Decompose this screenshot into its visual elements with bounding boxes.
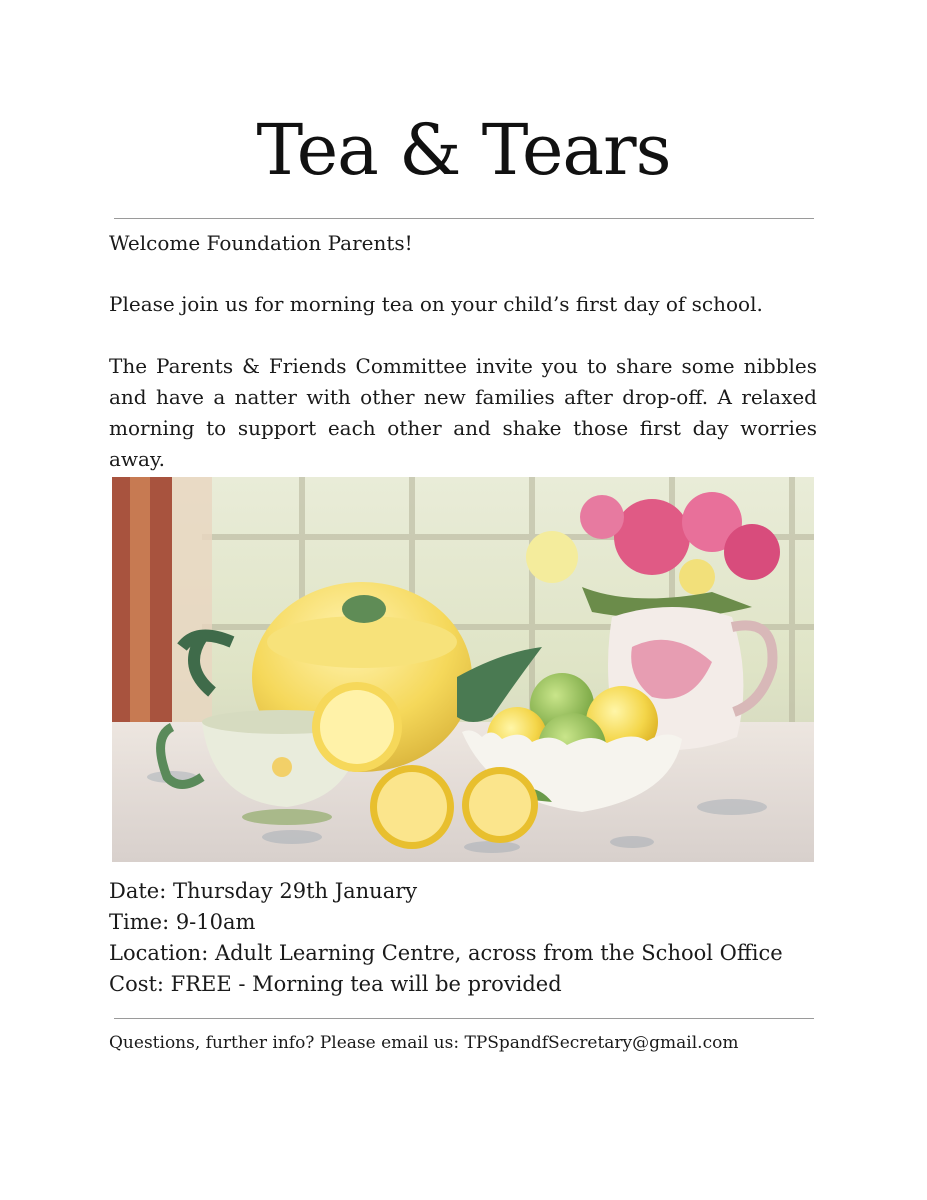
event-details	[109, 876, 817, 1000]
invite-text: Please join us for morning tea on your child’s first day of school.	[109, 292, 763, 316]
event-time: Time: 9-10am	[109, 910, 256, 934]
description-text: The Parents & Friends Committee invite you to share some nibbles and have a natter with other new families after drop-off. A relaxed morning to support each other and shake those first day worries away.	[109, 354, 817, 471]
greeting-text: Welcome Foundation Parents!	[109, 231, 413, 255]
page-title: Tea & Tears	[256, 109, 671, 191]
tea-set-photo	[112, 477, 814, 862]
event-cost: Cost: FREE - Morning tea will be provided	[109, 972, 562, 996]
event-location: Location: Adult Learning Centre, across from the School Office	[109, 941, 783, 965]
top-divider	[114, 218, 814, 219]
event-date: Date: Thursday 29th January	[109, 879, 418, 903]
bottom-divider	[114, 1018, 814, 1019]
contact-line: Questions, further info? Please email us: TPSpandfSecretary@gmail.com	[109, 1033, 739, 1053]
